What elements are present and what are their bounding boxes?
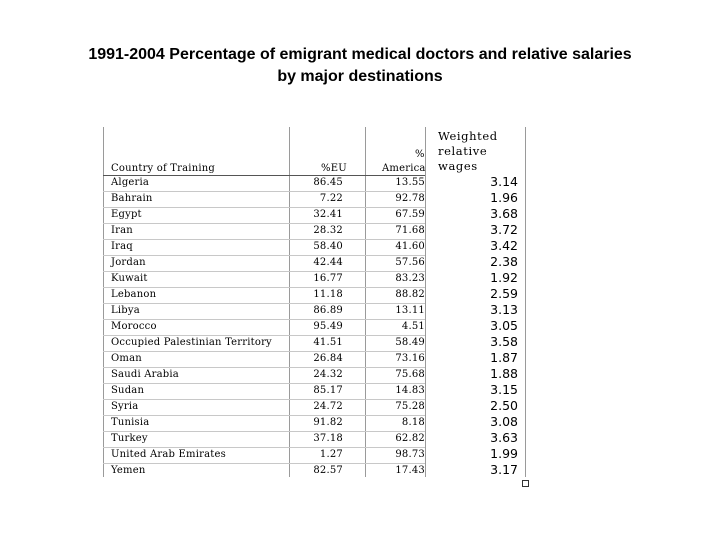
cell-eu-percent: 58.40 (313, 241, 343, 252)
header-weighted-line1: Weighted (438, 129, 498, 143)
cell-weighted-wage: 3.17 (490, 462, 518, 477)
cell-country: Iran (111, 225, 133, 236)
cell-eu-percent: 86.89 (313, 305, 343, 316)
cell-eu-percent: 85.17 (313, 385, 343, 396)
cell-eu-percent: 37.18 (313, 433, 343, 444)
cell-america-percent: 13.11 (395, 305, 425, 316)
table-row (103, 175, 526, 191)
cell-eu-percent: 11.18 (313, 289, 343, 300)
cell-country: Jordan (111, 257, 146, 268)
cell-eu-percent: 32.41 (313, 209, 343, 220)
cell-america-percent: 73.16 (395, 353, 425, 364)
table-row (103, 239, 526, 255)
table-row (103, 255, 526, 271)
title-line-2: by major destinations (277, 68, 443, 85)
cell-country: Bahrain (111, 193, 153, 204)
cell-weighted-wage: 1.96 (490, 190, 518, 205)
cell-america-percent: 8.18 (401, 417, 425, 428)
cell-eu-percent: 26.84 (313, 353, 343, 364)
cell-america-percent: 41.60 (395, 241, 425, 252)
table-row (103, 431, 526, 447)
cell-weighted-wage: 3.15 (490, 382, 518, 397)
square-marker-icon (522, 480, 529, 487)
header-weighted-line3: wages (438, 159, 478, 173)
cell-country: Tunisia (111, 417, 150, 428)
cell-america-percent: 62.82 (395, 433, 425, 444)
cell-america-percent: 57.56 (395, 257, 425, 268)
table-row (103, 287, 526, 303)
cell-eu-percent: 42.44 (313, 257, 343, 268)
table-row (103, 415, 526, 431)
table-row (103, 335, 526, 351)
cell-weighted-wage: 2.38 (490, 254, 518, 269)
cell-country: Lebanon (111, 289, 157, 300)
cell-weighted-wage: 3.13 (490, 302, 518, 317)
emigration-table (103, 127, 526, 477)
cell-country: Turkey (111, 433, 148, 444)
cell-america-percent: 4.51 (401, 321, 425, 332)
table-row (103, 399, 526, 415)
header-country: Country of Training (111, 163, 215, 174)
cell-america-percent: 92.78 (395, 193, 425, 204)
cell-eu-percent: 41.51 (313, 337, 343, 348)
cell-country: Syria (111, 401, 139, 412)
cell-weighted-wage: 2.50 (490, 398, 518, 413)
cell-weighted-wage: 3.63 (490, 430, 518, 445)
cell-weighted-wage: 3.68 (490, 206, 518, 221)
cell-country: Saudi Arabia (111, 369, 179, 380)
cell-america-percent: 71.68 (395, 225, 425, 236)
table-row (103, 303, 526, 319)
cell-weighted-wage: 3.05 (490, 318, 518, 333)
cell-country: Morocco (111, 321, 157, 332)
cell-country: Oman (111, 353, 142, 364)
cell-america-percent: 58.49 (395, 337, 425, 348)
table-row (103, 383, 526, 399)
cell-america-percent: 17.43 (395, 465, 425, 476)
cell-america-percent: 14.83 (395, 385, 425, 396)
cell-eu-percent: 16.77 (313, 273, 343, 284)
cell-weighted-wage: 3.58 (490, 334, 518, 349)
table-row (103, 463, 526, 479)
cell-eu-percent: 24.32 (313, 369, 343, 380)
table-row (103, 367, 526, 383)
cell-country: Sudan (111, 385, 145, 396)
cell-country: Libya (111, 305, 140, 316)
slide-title (0, 44, 720, 88)
table-row (103, 447, 526, 463)
cell-eu-percent: 1.27 (319, 449, 343, 460)
cell-country: Iraq (111, 241, 133, 252)
cell-country: Yemen (111, 465, 146, 476)
cell-america-percent: 98.73 (395, 449, 425, 460)
table-row (103, 191, 526, 207)
title-line-1: 1991-2004 Percentage of emigrant medical doctors and relative salaries (88, 46, 632, 63)
cell-eu-percent: 82.57 (313, 465, 343, 476)
cell-america-percent: 67.59 (395, 209, 425, 220)
cell-eu-percent: 95.49 (313, 321, 343, 332)
cell-weighted-wage: 1.87 (490, 350, 518, 365)
cell-america-percent: 83.23 (395, 273, 425, 284)
cell-america-percent: 88.82 (395, 289, 425, 300)
cell-country: Occupied Palestinian Territory (111, 337, 272, 348)
cell-country: Egypt (111, 209, 142, 220)
table-row (103, 207, 526, 223)
cell-country: Algeria (111, 177, 150, 188)
cell-america-percent: 75.68 (395, 369, 425, 380)
table-row (103, 271, 526, 287)
cell-country: United Arab Emirates (111, 449, 226, 460)
cell-weighted-wage: 1.92 (490, 270, 518, 285)
cell-weighted-wage: 3.72 (490, 222, 518, 237)
cell-weighted-wage: 3.42 (490, 238, 518, 253)
table-row (103, 319, 526, 335)
cell-eu-percent: 86.45 (313, 177, 343, 188)
cell-eu-percent: 91.82 (313, 417, 343, 428)
header-weighted-line2: relative (438, 144, 488, 158)
cell-eu-percent: 7.22 (319, 193, 343, 204)
cell-eu-percent: 24.72 (313, 401, 343, 412)
cell-eu-percent: 28.32 (313, 225, 343, 236)
table-row (103, 351, 526, 367)
cell-weighted-wage: 1.88 (490, 366, 518, 381)
header-america-pct: % (415, 149, 425, 160)
cell-weighted-wage: 1.99 (490, 446, 518, 461)
cell-weighted-wage: 2.59 (490, 286, 518, 301)
table-row (103, 223, 526, 239)
cell-country: Kuwait (111, 273, 148, 284)
header-america: America (382, 163, 426, 174)
header-eu: %EU (321, 163, 347, 174)
cell-weighted-wage: 3.08 (490, 414, 518, 429)
cell-america-percent: 75.28 (395, 401, 425, 412)
cell-weighted-wage: 3.14 (490, 174, 518, 189)
cell-america-percent: 13.55 (395, 177, 425, 188)
